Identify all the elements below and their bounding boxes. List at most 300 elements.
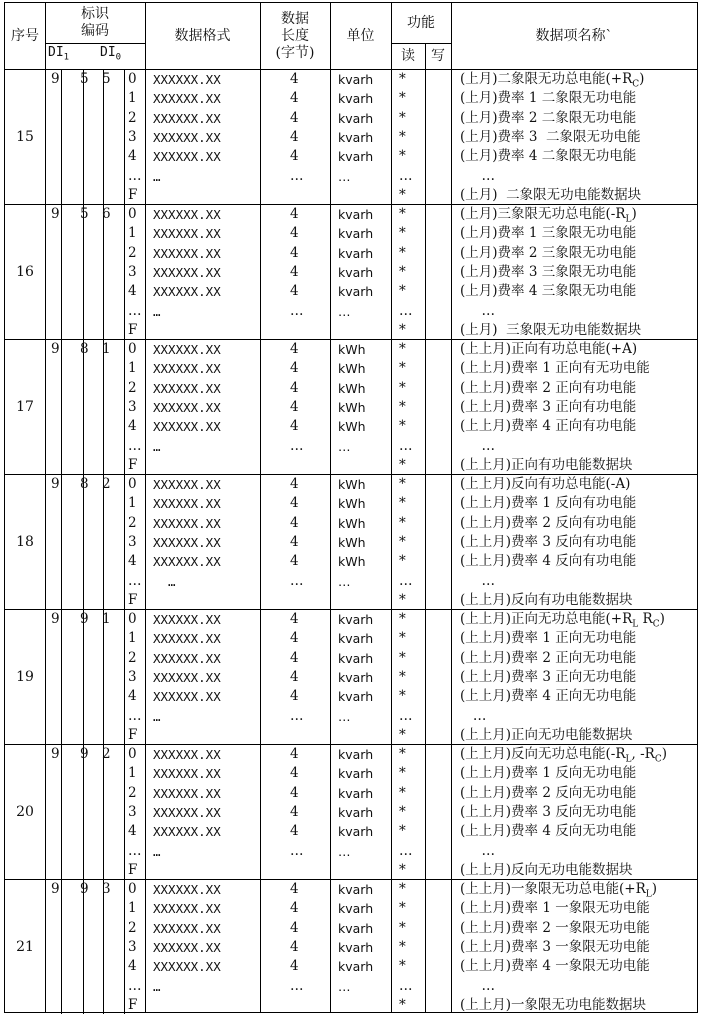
- data-item-name-text: …: [460, 167, 495, 184]
- data-item-name: [460, 398, 636, 417]
- read-flag: *: [399, 688, 406, 705]
- data-item-name-text: (上上月)费率 3 正向无功电能: [460, 668, 637, 685]
- data-format: XXXXXX.XX: [153, 631, 221, 647]
- data-item-name-text: (上月)费率 3 三象限无功电能: [460, 263, 637, 280]
- code-digit: 9: [80, 611, 89, 627]
- read-flag: *: [399, 109, 406, 126]
- header-seq: 序号: [11, 27, 39, 44]
- read-flag: *: [399, 726, 406, 743]
- data-length: 4: [290, 225, 299, 242]
- data-item-name: [460, 379, 636, 398]
- data-length: 4: [290, 688, 299, 705]
- data-length: 4: [290, 630, 299, 647]
- code-digit: 9: [51, 71, 60, 87]
- data-unit: kvarh: [338, 882, 374, 897]
- code-digit: 9: [51, 206, 60, 222]
- data-item-name-text: (上上月)费率 4 正向无功电能: [460, 688, 637, 705]
- code-digit: 2: [102, 476, 111, 492]
- read-flag: …: [399, 437, 413, 454]
- data-format: XXXXXX.XX: [153, 496, 221, 512]
- data-length: 4: [290, 668, 299, 685]
- code-digit: 5: [80, 206, 89, 222]
- data-format: …: [153, 843, 161, 859]
- column-divider: [391, 3, 392, 1012]
- data-item-name: [460, 822, 636, 841]
- data-unit: …: [338, 168, 351, 184]
- header-read: 读: [401, 47, 415, 64]
- data-item-name-text: (上月)费率 1 二象限无功电能: [460, 90, 637, 107]
- data-item-name: [460, 282, 636, 301]
- name-tail-text: ): [661, 746, 667, 762]
- data-format: XXXXXX.XX: [153, 882, 221, 897]
- data-item-name: [460, 552, 636, 571]
- code-digit-divider: [61, 204, 62, 339]
- data-format: XXXXXX.XX: [153, 669, 221, 685]
- row-seq-number: 18: [16, 533, 34, 550]
- data-item-name-text: (上上月)正向有功总电能(+A): [460, 341, 638, 357]
- data-item-name: [460, 475, 630, 494]
- data-length: …: [290, 977, 304, 994]
- data-unit: kvarh: [338, 689, 374, 705]
- read-flag: *: [399, 900, 406, 917]
- read-flag: *: [399, 128, 406, 145]
- data-item-table: [4, 2, 698, 1013]
- di0-code: 4: [128, 958, 137, 975]
- read-flag: *: [399, 456, 406, 473]
- data-item-name-text: (上月)费率 2 三象限无功电能: [460, 244, 637, 261]
- di0-code: 4: [128, 688, 137, 705]
- name-subscript: L: [625, 754, 632, 765]
- di0-code: 0: [128, 206, 137, 222]
- data-unit: kWh: [338, 534, 366, 550]
- data-format: XXXXXX.XX: [153, 419, 221, 435]
- data-unit: …: [338, 978, 351, 994]
- data-length: 4: [290, 418, 299, 435]
- di0-code: 1: [128, 630, 137, 647]
- data-format: …: [153, 168, 161, 184]
- data-unit: kvarh: [338, 747, 374, 762]
- code-digit: 5: [102, 71, 111, 87]
- code-digit: 9: [51, 341, 60, 357]
- read-flag: *: [399, 283, 406, 300]
- name-tail-text: ): [639, 71, 645, 87]
- di0-code: 2: [128, 919, 137, 936]
- data-length: 4: [290, 244, 299, 261]
- data-item-name-text: (上上月)费率 3 正向有功电能: [460, 398, 637, 415]
- read-flag: *: [399, 938, 406, 955]
- code-digit-divider: [124, 204, 125, 339]
- code-digit-divider: [124, 474, 125, 609]
- data-item-name-text: (上上月)费率 1 正向无功电能: [460, 630, 637, 647]
- data-item-name-text: (上上月)正向无功电能数据块: [460, 726, 633, 743]
- di0-code: 2: [128, 649, 137, 666]
- data-item-name-text: (上上月)费率 4 正向有功电能: [460, 418, 637, 435]
- di0-code: 0: [128, 341, 137, 357]
- code-digit-divider: [61, 879, 62, 1014]
- data-item-name: [460, 745, 667, 764]
- data-item-name-text: (上月)二象限无功总电能(+R: [460, 71, 633, 87]
- data-format: XXXXXX.XX: [153, 226, 221, 242]
- data-item-name-text: (上月)费率 2 二象限无功电能: [460, 109, 637, 126]
- data-item-name-text: (上上月)费率 4 一象限无功电能: [460, 958, 650, 975]
- header-function: 功能: [407, 14, 435, 31]
- data-length: 4: [290, 379, 299, 396]
- code-digit: 6: [102, 206, 111, 222]
- data-item-name: [460, 861, 633, 880]
- di0-code: 4: [128, 283, 137, 300]
- data-format: XXXXXX.XX: [153, 477, 221, 492]
- data-item-name-text: (上上月)费率 2 反向无功电能: [460, 784, 637, 801]
- di0-code: 3: [128, 938, 137, 955]
- header-item-name: 数据项名称`: [535, 27, 613, 44]
- code-digit: 8: [80, 341, 89, 357]
- data-length: 4: [290, 746, 299, 762]
- data-item-name: [460, 89, 636, 108]
- data-item-name-text: (上上月)费率 1 反向无功电能: [460, 765, 637, 782]
- data-item-name-text: (上上月)一象限无功总电能(+R: [460, 881, 646, 897]
- data-unit: kvarh: [338, 149, 374, 165]
- data-item-name-text: (上上月)反向有功总电能(-A): [460, 476, 631, 492]
- data-length: 4: [290, 341, 299, 357]
- data-length: 4: [290, 514, 299, 531]
- di0-code: 1: [128, 495, 137, 512]
- data-item-name-text: (上月)三象限无功总电能(-R: [460, 206, 626, 222]
- data-length: …: [290, 707, 304, 724]
- row-seq-number: 19: [16, 668, 34, 685]
- data-format: XXXXXX.XX: [153, 747, 221, 762]
- name-subscript: L: [625, 214, 632, 225]
- di0-code: F: [128, 726, 138, 743]
- di0-code: 4: [128, 553, 137, 570]
- data-format: XXXXXX.XX: [153, 650, 221, 666]
- data-unit: kWh: [338, 361, 366, 377]
- di0-code: 2: [128, 784, 137, 801]
- data-item-name: [460, 668, 636, 687]
- data-item-name: [460, 533, 636, 552]
- header-di0-text: DI: [100, 45, 116, 60]
- data-length: 4: [290, 109, 299, 126]
- data-format: XXXXXX.XX: [153, 554, 221, 570]
- data-unit: kvarh: [338, 264, 374, 280]
- data-format: XXXXXX.XX: [153, 920, 221, 936]
- read-flag: …: [399, 977, 413, 994]
- data-item-name: [460, 263, 636, 282]
- header-di1-subscript: 1: [63, 52, 70, 63]
- code-digit: 5: [80, 71, 89, 87]
- read-flag: *: [399, 225, 406, 242]
- di0-code: 1: [128, 225, 137, 242]
- di0-code: F: [128, 321, 138, 338]
- code-digit-divider: [61, 339, 62, 474]
- read-flag: *: [399, 765, 406, 782]
- data-unit: kvarh: [338, 959, 374, 975]
- data-unit: kvarh: [338, 920, 374, 936]
- data-format: XXXXXX.XX: [153, 534, 221, 550]
- data-format: XXXXXX.XX: [153, 612, 221, 627]
- row-seq-number: 20: [16, 803, 34, 820]
- read-flag: *: [399, 649, 406, 666]
- code-digit: 9: [51, 881, 60, 897]
- data-item-name: [460, 880, 657, 899]
- data-item-name: [460, 957, 650, 976]
- data-format: XXXXXX.XX: [153, 207, 221, 222]
- data-item-name-text: (上上月)费率 4 反向有功电能: [460, 553, 637, 570]
- data-item-name-text: (上上月)反向无功总电能(-R: [460, 746, 626, 762]
- di0-code: 1: [128, 765, 137, 782]
- column-divider: [145, 3, 146, 1012]
- data-item-name: [460, 629, 636, 648]
- data-length: 4: [290, 90, 299, 107]
- data-unit: kvarh: [338, 72, 374, 87]
- read-flag: *: [399, 476, 406, 492]
- data-item-name: [460, 977, 495, 996]
- data-item-name: [460, 340, 637, 359]
- read-write-divider: [425, 43, 426, 1012]
- data-unit: kvarh: [338, 245, 374, 261]
- data-length: 4: [290, 495, 299, 512]
- read-flag: *: [399, 514, 406, 531]
- data-length: 4: [290, 765, 299, 782]
- data-format: XXXXXX.XX: [153, 785, 221, 801]
- di0-code: 2: [128, 514, 137, 531]
- read-flag: *: [399, 784, 406, 801]
- di0-code: …: [128, 707, 142, 724]
- data-item-name-text: (上上月)费率 2 正向有功电能: [460, 379, 637, 396]
- di0-code: 0: [128, 71, 137, 87]
- data-format: …: [153, 438, 161, 454]
- data-item-name: [460, 919, 650, 938]
- di0-code: 0: [128, 746, 137, 762]
- di0-code: 0: [128, 611, 137, 627]
- read-flag: *: [399, 803, 406, 820]
- read-flag: *: [399, 611, 406, 627]
- read-flag: *: [399, 996, 406, 1013]
- read-flag: *: [399, 206, 406, 222]
- read-flag: *: [399, 958, 406, 975]
- code-digit-divider: [124, 69, 125, 204]
- data-unit: …: [338, 438, 351, 454]
- data-unit: kvarh: [338, 207, 374, 222]
- data-format: XXXXXX.XX: [153, 959, 221, 975]
- data-length: …: [290, 842, 304, 859]
- data-format: XXXXXX.XX: [153, 766, 221, 782]
- data-item-name-text: (上月)费率 1 三象限无功电能: [460, 225, 637, 242]
- data-item-name-text: (上上月)正向无功总电能(+R: [460, 611, 633, 627]
- data-item-name: [460, 572, 495, 591]
- di0-code: 4: [128, 148, 137, 165]
- column-divider: [45, 3, 46, 1012]
- read-flag: *: [399, 668, 406, 685]
- data-format: XXXXXX.XX: [153, 342, 221, 357]
- data-item-name: [460, 996, 646, 1015]
- data-item-name-text: (上上月)费率 4 反向无功电能: [460, 823, 637, 840]
- data-item-name: [460, 610, 665, 629]
- data-item-name-text: (上上月)费率 2 正向无功电能: [460, 649, 637, 666]
- data-format: XXXXXX.XX: [153, 284, 221, 300]
- code-digit: 9: [51, 611, 60, 627]
- data-item-name: [460, 186, 641, 205]
- di0-code: 2: [128, 379, 137, 396]
- data-unit: kWh: [338, 380, 366, 396]
- header-id-code: 标识 编码: [81, 6, 109, 39]
- data-length: 4: [290, 900, 299, 917]
- read-flag: *: [399, 746, 406, 762]
- name-mid-text: , -R: [631, 746, 655, 762]
- data-item-name: [460, 456, 633, 475]
- data-item-name: [460, 784, 636, 803]
- di0-code: 0: [128, 881, 137, 897]
- data-item-name: [460, 803, 636, 822]
- read-flag: *: [399, 360, 406, 377]
- data-unit: kWh: [338, 342, 366, 357]
- di0-code: 3: [128, 533, 137, 550]
- data-format: XXXXXX.XX: [153, 361, 221, 377]
- data-format: …: [153, 708, 161, 724]
- di0-code: …: [128, 572, 142, 589]
- di0-code: F: [128, 861, 138, 878]
- data-length: 4: [290, 784, 299, 801]
- data-item-name: [460, 514, 636, 533]
- data-unit: kvarh: [338, 110, 374, 126]
- read-flag: *: [399, 861, 406, 878]
- read-flag: *: [399, 244, 406, 261]
- data-unit: kvarh: [338, 284, 374, 300]
- di0-code: 1: [128, 360, 137, 377]
- data-item-name: [460, 494, 636, 513]
- data-unit: kvarh: [338, 804, 374, 820]
- di0-code: 1: [128, 90, 137, 107]
- code-digit: 9: [80, 881, 89, 897]
- data-item-name-text: …: [460, 302, 495, 319]
- header-di1: [48, 45, 70, 63]
- data-unit: …: [338, 573, 351, 589]
- data-length: 4: [290, 553, 299, 570]
- data-format: XXXXXX.XX: [153, 824, 221, 840]
- data-length: 4: [290, 283, 299, 300]
- read-flag: …: [399, 167, 413, 184]
- di0-code: 3: [128, 668, 137, 685]
- di0-code: …: [128, 302, 142, 319]
- data-item-name: [460, 128, 641, 147]
- data-item-name: [460, 359, 650, 378]
- read-flag: *: [399, 379, 406, 396]
- data-item-name-text: …: [460, 977, 495, 994]
- data-unit: …: [338, 303, 351, 319]
- data-format: XXXXXX.XX: [153, 689, 221, 705]
- name-tail-text: ): [651, 881, 658, 897]
- data-item-name-text: (上上月)反向无功电能数据块: [460, 861, 633, 878]
- read-flag: *: [399, 823, 406, 840]
- column-divider: [330, 3, 331, 1012]
- di0-code: 0: [128, 476, 137, 492]
- name-tail-text: ): [659, 611, 665, 627]
- data-unit: kWh: [338, 496, 366, 512]
- read-flag: *: [399, 533, 406, 550]
- data-length: 4: [290, 649, 299, 666]
- di0-code: …: [128, 437, 142, 454]
- data-item-name-text: (上上月)反向有功电能数据块: [460, 591, 633, 608]
- data-item-name: [460, 649, 636, 668]
- data-length: 4: [290, 533, 299, 550]
- read-flag: …: [399, 302, 413, 319]
- data-format: …: [153, 303, 161, 319]
- code-digit: 9: [51, 746, 60, 762]
- data-item-name-text: (上上月)一象限无功电能数据块: [460, 996, 647, 1013]
- data-unit: kWh: [338, 554, 366, 570]
- name-mid-text: R: [638, 611, 653, 627]
- data-item-name: [460, 109, 636, 128]
- read-flag: *: [399, 630, 406, 647]
- data-item-name-text: (上上月)费率 1 反向有功电能: [460, 495, 637, 512]
- read-flag: *: [399, 881, 406, 897]
- header-divider: [391, 43, 451, 44]
- di0-code: 3: [128, 263, 137, 280]
- di0-code: …: [128, 842, 142, 859]
- data-length: …: [290, 302, 304, 319]
- data-unit: kvarh: [338, 631, 374, 647]
- data-length: …: [290, 167, 304, 184]
- data-unit: kvarh: [338, 612, 374, 627]
- data-unit: …: [338, 843, 351, 859]
- read-flag: *: [399, 71, 406, 87]
- header-divider: [45, 43, 145, 44]
- data-length: 4: [290, 958, 299, 975]
- di0-code: 3: [128, 803, 137, 820]
- code-digit: 1: [102, 611, 111, 627]
- data-item-name: [460, 899, 650, 918]
- data-item-name: [460, 726, 633, 745]
- read-flag: *: [399, 495, 406, 512]
- row-seq-number: 21: [16, 938, 34, 955]
- column-divider: [451, 3, 452, 1012]
- data-item-name: [460, 224, 636, 243]
- data-unit: kvarh: [338, 669, 374, 685]
- data-format: XXXXXX.XX: [153, 939, 221, 955]
- data-length: 4: [290, 148, 299, 165]
- di0-code: 4: [128, 823, 137, 840]
- data-item-name-text: (上月)费率 4 三象限无功电能: [460, 283, 637, 300]
- data-unit: kWh: [338, 515, 366, 531]
- data-item-name-text: …: [460, 707, 487, 724]
- data-unit: kvarh: [338, 650, 374, 666]
- code-digit: 2: [102, 746, 111, 762]
- data-item-name-text: …: [460, 842, 495, 859]
- di0-code: F: [128, 186, 138, 203]
- column-divider: [260, 3, 261, 1012]
- di0-code: F: [128, 456, 138, 473]
- code-digit-divider: [61, 744, 62, 879]
- data-length: 4: [290, 611, 299, 627]
- di0-code: 1: [128, 900, 137, 917]
- code-digit-divider: [124, 879, 125, 1014]
- data-item-name: [460, 70, 644, 89]
- data-item-name: [460, 321, 641, 340]
- data-item-name-text: (上上月)正向有功电能数据块: [460, 456, 633, 473]
- name-subscript: L: [645, 889, 652, 900]
- data-length: 4: [290, 938, 299, 955]
- data-item-name-text: (上上月)费率 2 反向有功电能: [460, 514, 637, 531]
- data-length: 4: [290, 398, 299, 415]
- data-format: …: [153, 573, 176, 589]
- data-length: 4: [290, 803, 299, 820]
- di0-code: F: [128, 996, 138, 1013]
- data-item-name-text: …: [460, 572, 495, 589]
- read-flag: *: [399, 148, 406, 165]
- data-unit: kvarh: [338, 91, 374, 107]
- data-format: XXXXXX.XX: [153, 91, 221, 107]
- code-digit: 9: [80, 746, 89, 762]
- data-length: 4: [290, 823, 299, 840]
